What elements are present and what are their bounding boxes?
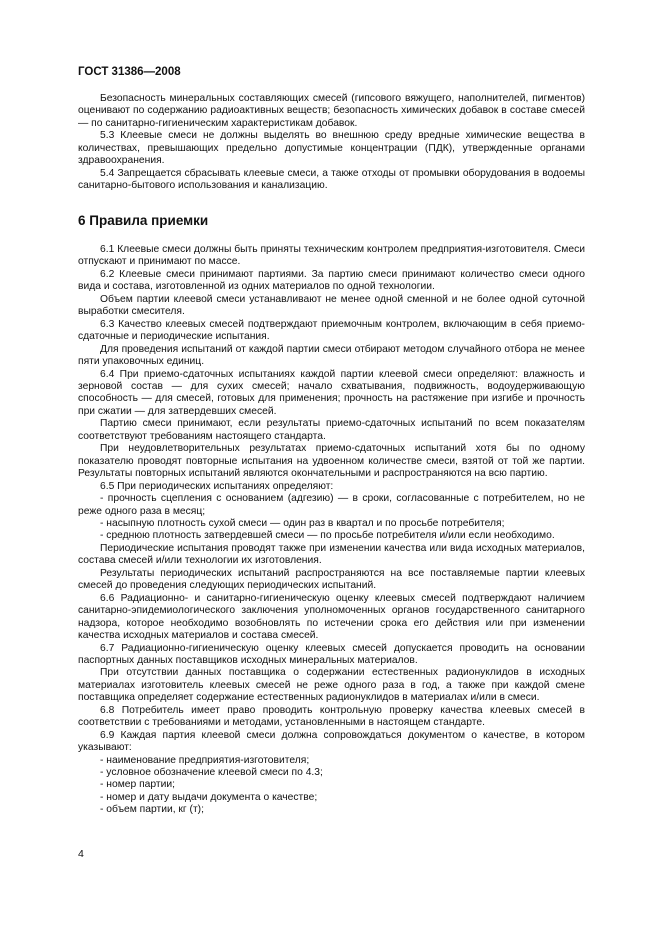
paragraph: 6.4 При приемо-сдаточных испытаниях каждой партии клеевой смеси определяют: влажность и зерновой состав — для сухих смесей; начало схватывания, подвижность, водоудерживающую способность — для смесей, готовых для применения; прочность на растяжение при изгибе и прочность при сжатии — для затвердевших смесей.: [78, 368, 585, 417]
section-body: [78, 244, 585, 817]
paragraph: 5.4 Запрещается сбрасывать клеевые смеси, а также отходы от промывки оборудования в водоемы санитарно-бытового использования и канализацию.: [78, 167, 585, 192]
paragraph: 6.5 При периодических испытаниях определяют:: [100, 480, 334, 492]
paragraph: Результаты периодических испытаний распространяются на все поставляемые партии клеевых смесей до проведения следующих периодических испытаний.: [78, 567, 585, 592]
list-item: - условное обозначение клеевой смеси по 4.3;: [100, 767, 323, 779]
paragraph: Безопасность минеральных составляющих смесей (гипсового вяжущего, наполнителей, пигментов) оценивают по содержанию радиоактивных веществ; безопасность химических добавок в составе смесей — по санитарно-гигиеническим характеристикам добавок.: [78, 93, 585, 129]
paragraph: 6.7 Радиационно-гигиеническую оценку клеевых смесей допускается проводить на основании паспортных данных поставщиков исходных минеральных материалов.: [78, 642, 585, 666]
list-item: - номер партии;: [100, 779, 175, 791]
list-item: - наименование предприятия-изготовителя;: [100, 754, 310, 766]
document-header: ГОСТ 31386—2008: [78, 66, 181, 78]
paragraph: 6.8 Потребитель имеет право проводить контрольную проверку качества клеевых смесей в соответствии с требованиями и методами, установленными в настоящем стандарте.: [78, 704, 585, 729]
section-title: 6 Правила приемки: [78, 213, 209, 228]
paragraph: Объем партии клеевой смеси устанавливают не менее одной сменной и не более одной суточной выработки смесителя.: [78, 293, 585, 318]
paragraph: Периодические испытания проводят также при изменении качества или вида исходных материалов, состава смесей и/или технологии их изготовления.: [78, 542, 585, 567]
paragraph: 6.1 Клеевые смеси должны быть приняты техническим контролем предприятия-изготовителя. Смеси отпускают и принимают по массе.: [78, 244, 585, 268]
list-item: - номер и дату выдачи документа о качестве;: [100, 791, 318, 803]
paragraph: 6.9 Каждая партия клеевой смеси должна сопровождаться документом о качестве, в котором указывают:: [78, 729, 585, 754]
paragraph: При отсутствии данных поставщика о содержании естественных радионуклидов в исходных материалах изготовитель клеевых смесей не реже одного раза в год, а также при каждой смене поставщика определяет содержание естественных радионуклидов в материалах и/или в смеси.: [78, 667, 585, 704]
paragraph: 5.3 Клеевые смеси не должны выделять во внешнюю среду вредные химические вещества в количествах, превышающих предельно допустимые концентрации (ПДК), утвержденные органами здравоохранения.: [78, 130, 585, 167]
list-item: - объем партии, кг (т);: [100, 804, 204, 816]
page-number: 4: [78, 848, 84, 860]
list-item: - прочность сцепления с основанием (адгезию) — в сроки, согласованные с потребителем, но не реже одного раза в месяц;: [78, 493, 585, 517]
paragraph: 6.6 Радиационно- и санитарно-гигиеническую оценку клеевых смесей подтверждают наличием санитарно-эпидемиологического заключения уполномоченных органов государственного санитарного надзора, которое необходимо возобновлять по истечении срока его действия или при изменении качества исходных материалов и состава смесей.: [78, 592, 585, 642]
intro-block: [78, 93, 585, 193]
paragraph: Партию смеси принимают, если результаты приемо-сдаточных испытаний по всем показателям соответствуют требованиям настоящего стандарта.: [78, 418, 585, 442]
list-item: - среднюю плотность затвердевшей смеси — по просьбе потребителя и/или если необходимо.: [100, 530, 555, 542]
paragraph: 6.2 Клеевые смеси принимают партиями. За партию смеси принимают количество смеси одного вида и состава, изготовленной из одних материалов по одной технологии.: [78, 268, 585, 293]
paragraph: При неудовлетворительных результатах приемо-сдаточных испытаний хотя бы по одному показателю проводят повторные испытания на удвоенном количестве смеси, взятой от той же партии. Результаты повторных испытаний являются окончательными и распространяются на всю партию.: [78, 443, 585, 480]
list-item: - насыпную плотность сухой смеси — один раз в квартал и по просьбе потребителя;: [100, 517, 505, 529]
paragraph: Для проведения испытаний от каждой партии смеси отбирают методом случайного отбора не менее пяти упаковочных единиц.: [78, 343, 585, 368]
paragraph: 6.3 Качество клеевых смесей подтверждают приемочным контролем, включающим в себя приемо-сдаточные и периодические испытания.: [78, 318, 585, 343]
